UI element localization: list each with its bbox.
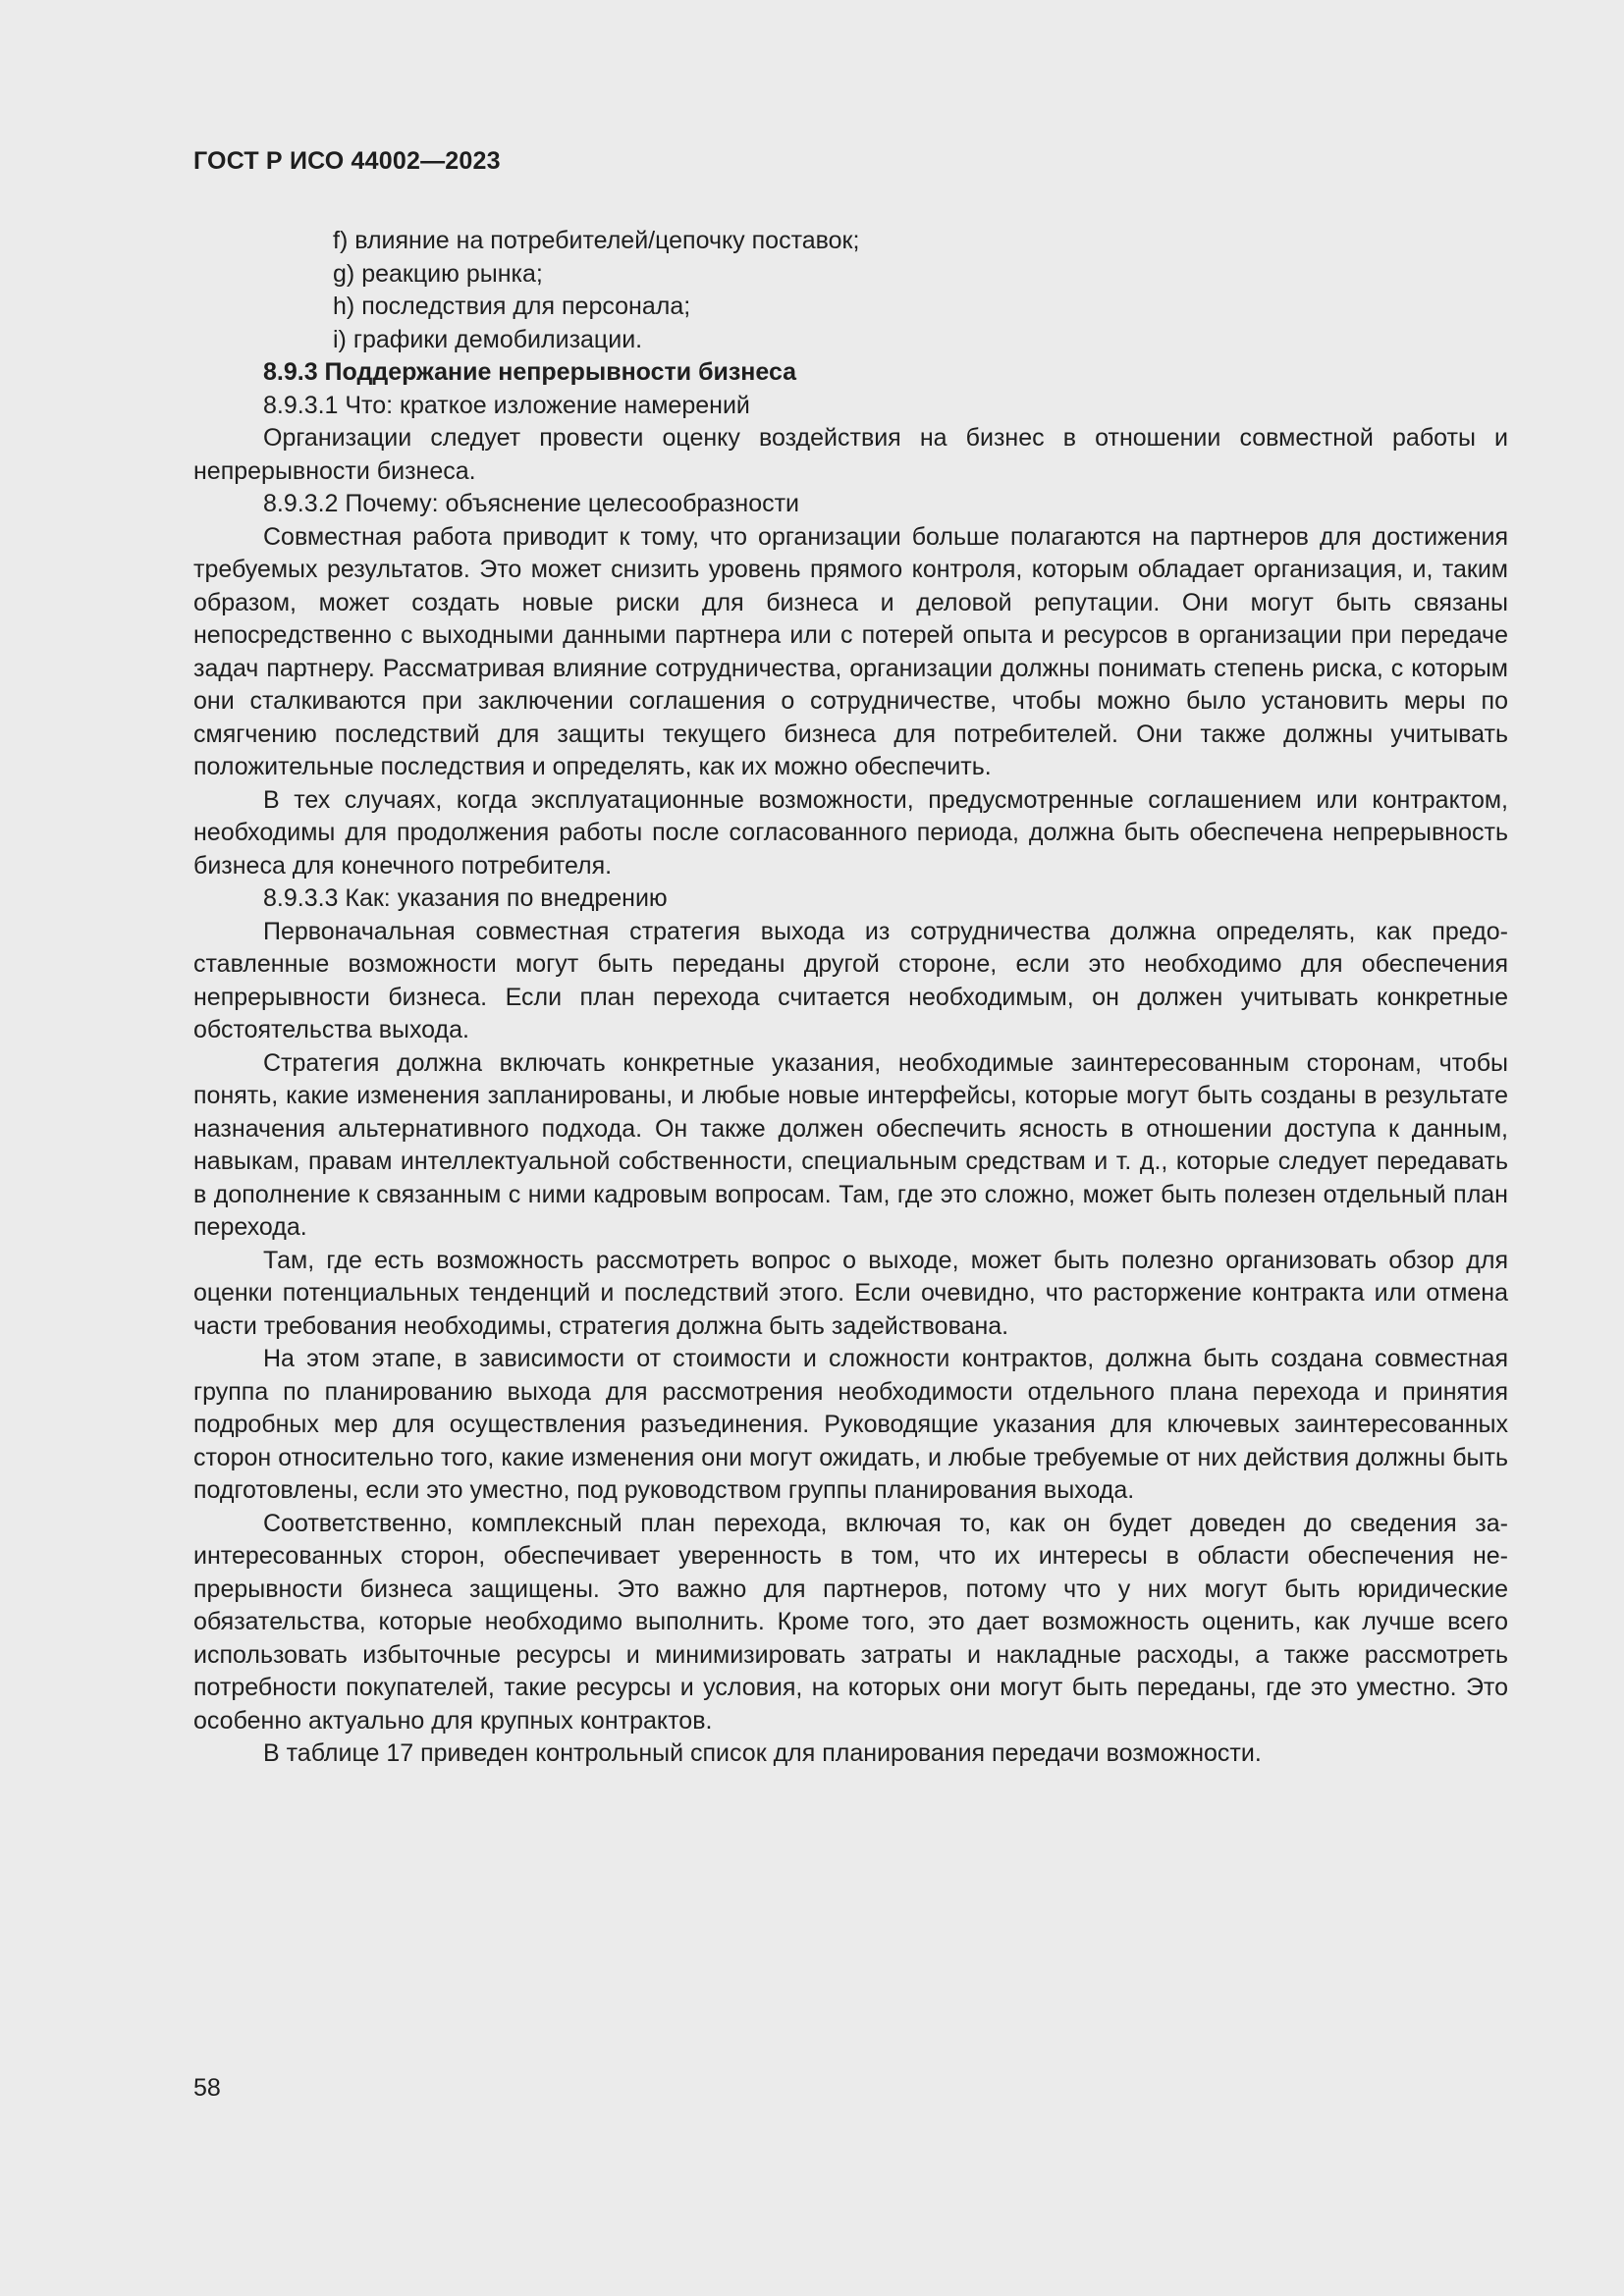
paragraph: Соответственно, комплексный план перехода, включая то, как он будет доведен до сведения заинтересованных сторон, обеспечивает уверенность в том, что их интересы в области обеспечения непрерывности бизнеса защищены. Это важно для партнеров, потому что у них могут быть юридические обязательства, которые необходимо выполнить. Кроме того, это дает возможность оценить, как лучше всего использовать избыточные ресурсы и минимизировать затраты и накладные расходы, а также рассмотреть потребности покупателей, такие ресурсы и условия, на которых они могут быть переданы, где это уместно. Это особенно актуально для крупных контрактов.: [193, 1509, 1508, 1735]
page-number: 58: [193, 2074, 221, 2102]
list-marker: f): [333, 227, 349, 254]
list-marker: i): [333, 325, 347, 353]
subsection-heading-how: 8.9.3.3 Как: указания по внедрению: [263, 884, 668, 912]
subsection-heading-what: 8.9.3.1 Что: краткое изложение намерений: [263, 391, 750, 419]
list-item-text: графики демобилизации.: [352, 325, 643, 353]
document-body: [193, 225, 1508, 1771]
list-item-g: [193, 258, 1508, 292]
list-marker: h): [333, 293, 355, 320]
subsection-heading-why: 8.9.3.2 Почему: объяснение целесообразности: [263, 490, 800, 517]
list-marker: g): [333, 259, 355, 288]
paragraph: Там, где есть возможность рассмотреть вопрос о выходе, может быть полезно организовать обзор для оценки потенциальных тенденций и последствий этого. Если очевидно, что расторжение контракта или отмена части требования необходимы, стратегия должна быть задействована.: [193, 1246, 1508, 1340]
list-item-text: последствия для персонала;: [361, 293, 691, 320]
section-heading: 8.9.3 Поддержание непрерывности бизнеса: [263, 358, 797, 386]
list-item-text: реакцию рынка;: [361, 259, 543, 288]
paragraph: В таблице 17 приведен контрольный список для планирования передачи возможности.: [263, 1739, 1262, 1767]
list-item-text: влияние на потребителей/цепочку поставок;: [354, 227, 860, 254]
list-item-f: [193, 225, 1508, 258]
paragraph: В тех случаях, когда эксплуатационные возможности, предусмотренные соглашением или контрактом, необходимы для продолжения работы после согласованного периода, должна быть обеспечена непрерывность бизнеса для конечного потребителя.: [193, 785, 1508, 880]
paragraph: Стратегия должна включать конкретные указания, необходимые заинтересованным сторонам, чтобы понять, какие изменения запланированы, и любые новые интерфейсы, которые могут быть созданы в результате назначения альтернативного подхода. Он также должен обеспечить ясность в отношении доступа к данным, навыкам, правам интеллектуальной собственности, специальным средствам и т. д., которые следует передавать в дополнение к связанным с ними кадровым вопросам. Там, где это сложно, может быть полезен отдельный план перехода.: [193, 1048, 1508, 1241]
paragraph: Организации следует провести оценку воздействия на бизнес в отношении совместной работы и непрерывности бизнеса.: [193, 424, 1508, 485]
list-item-i: [193, 324, 1508, 357]
paragraph: На этом этапе, в зависимости от стоимости и сложности контрактов, должна быть создана совместная группа по планированию выхода для рассмотрения необходимости отдельного плана перехода и принятия подробных мер для осуществления разъединения. Руководящие указания для ключевых заинтересованных сторон относительно того, какие изменения они могут ожидать, и любые требуемые от них действия должны быть подготовлены, если это уместно, под руководством группы планирования выхода.: [193, 1345, 1508, 1504]
list-item-h: [193, 291, 1508, 324]
document-header: ГОСТ Р ИСО 44002—2023: [193, 147, 501, 175]
paragraph: Первоначальная совместная стратегия выхода из сотрудничества должна определять, как предоставленные возможности могут быть переданы другой стороне, если это необходимо для обеспечения непрерывности бизнеса. Если план перехода считается необходимым, он должен учитывать конкретные обстоятельства выхода.: [193, 917, 1508, 1043]
paragraph: Совместная работа приводит к тому, что организации больше полагаются на партнеров для достижения требуемых результатов. Это может снизить уровень прямого контроля, которым обладает организация, и, таким образом, может создать новые риски для бизнеса и деловой репутации. Они могут быть связаны непосредственно с выходными данными партнера или с потерей опыта и ресурсов в организации при передаче задач партнеру. Рассматривая влияние сотрудничества, организации должны понимать степень риска, с которым они сталкиваются при заключении соглашения о сотрудничестве, чтобы можно было установить меры по смягчению последствий для защиты текущего бизнеса для потребителей. Они также должны учитывать положительные последствия и определять, как их можно обеспечить.: [193, 522, 1508, 780]
